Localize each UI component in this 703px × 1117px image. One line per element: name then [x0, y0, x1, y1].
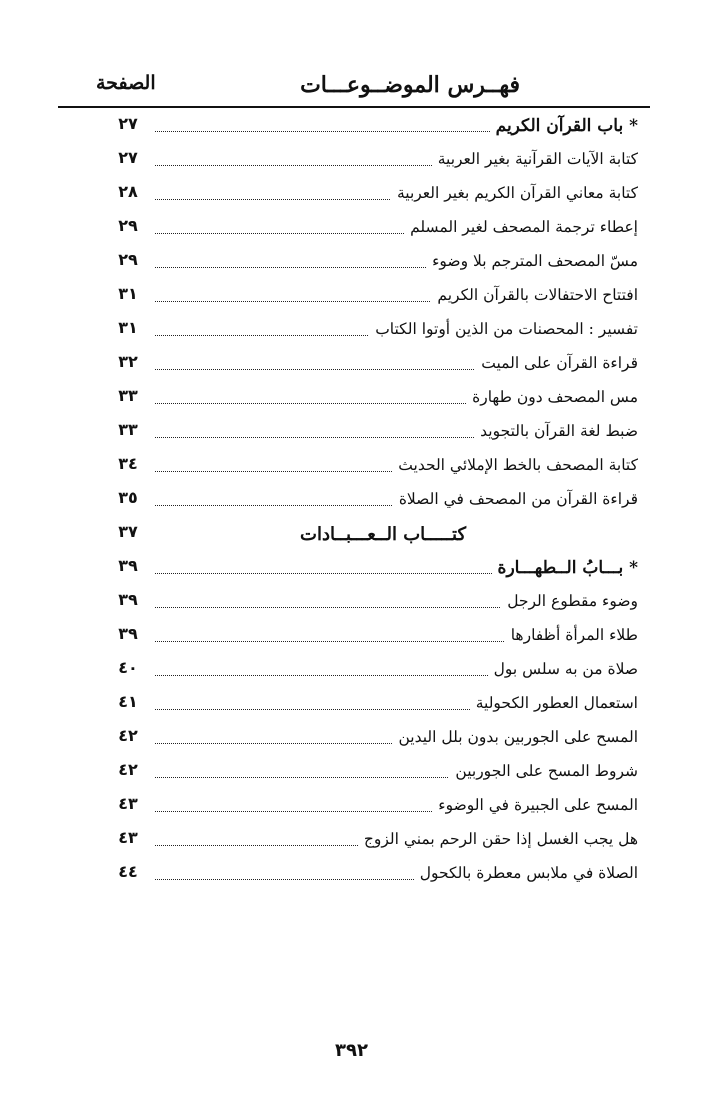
toc-section-heading [0, 520, 703, 554]
entry-page-number: ٤٢ [118, 760, 138, 779]
entry-title: طلاء المرأة أظفارها [505, 626, 638, 644]
toc-entry [0, 316, 703, 350]
toc-entry [0, 180, 703, 214]
entry-page-number: ٤٤ [118, 862, 138, 881]
entry-title: قراءة القرآن من المصحف في الصلاة [393, 490, 638, 508]
entry-title: شروط المسح على الجوربين [449, 762, 638, 780]
entry-page-number: ٣٩ [118, 624, 138, 643]
toc-entry [0, 860, 703, 894]
entry-title: إعطاء ترجمة المصحف لغير المسلم [404, 218, 638, 236]
toc-entry [0, 248, 703, 282]
entry-title: مس المصحف دون طهارة [466, 388, 638, 406]
entry-title: كتابة معاني القرآن الكريم بغير العربية [391, 184, 638, 202]
toc-entry [0, 384, 703, 418]
entry-page-number: ٢٩ [118, 216, 138, 235]
entry-title: تفسير : المحصنات من الذين أوتوا الكتاب [369, 320, 638, 338]
entry-page-number: ٣٤ [118, 454, 138, 473]
entry-page-number: ٣٣ [118, 420, 138, 439]
toc-entry [0, 452, 703, 486]
entry-page-number: ٣١ [118, 318, 138, 337]
toc-entry [0, 418, 703, 452]
entry-page-number: ٣٢ [118, 352, 138, 371]
toc-entry [0, 588, 703, 622]
toc-entry [0, 214, 703, 248]
entry-title: * بـــابُ الــطهـــارة [492, 558, 638, 578]
entry-page-number: ٤١ [118, 692, 138, 711]
toc-entry [0, 724, 703, 758]
header-title: فهــرس الموضــوعـــات [300, 72, 520, 98]
toc-chapter-heading [0, 554, 703, 588]
entry-title: كتابة المصحف بالخط الإملائي الحديث [392, 456, 638, 474]
entry-page-number: ٢٧ [118, 114, 138, 133]
toc-entry [0, 486, 703, 520]
toc-entry [0, 792, 703, 826]
entry-page-number: ٣٣ [118, 386, 138, 405]
entry-title: افتتاح الاحتفالات بالقرآن الكريم [431, 286, 638, 304]
toc-entry [0, 826, 703, 860]
toc-entry [0, 350, 703, 384]
entry-title: وضوء مقطوع الرجل [501, 592, 638, 610]
entry-title: كتابة الآيات القرآنية بغير العربية [432, 150, 638, 168]
entry-title: هل يجب الغسل إذا حقن الرحم بمني الزوج [358, 830, 638, 848]
toc-entry [0, 282, 703, 316]
entry-page-number: ٢٧ [118, 148, 138, 167]
toc-entry [0, 690, 703, 724]
entry-page-number: ٤٢ [118, 726, 138, 745]
entry-page-number: ٢٨ [118, 182, 138, 201]
entry-page-number: ٤٠ [118, 658, 138, 677]
entry-title: المسح على الجبيرة في الوضوء [432, 796, 638, 814]
entry-title: ضبط لغة القرآن بالتجويد [474, 422, 638, 440]
toc-entry [0, 758, 703, 792]
entry-page-number: ٣٩ [118, 556, 138, 575]
header-page-label: الصفحة [96, 72, 156, 94]
entry-page-number: ٢٩ [118, 250, 138, 269]
toc-entry [0, 622, 703, 656]
entry-page-number: ٣١ [118, 284, 138, 303]
toc-list [0, 112, 703, 894]
entry-title: صلاة من به سلس بول [488, 660, 638, 678]
entry-title: مسّ المصحف المترجم بلا وضوء [426, 252, 638, 270]
entry-title: كتـــــاب الــعـــبــادات [300, 524, 467, 545]
entry-title: استعمال العطور الكحولية [470, 694, 638, 712]
entry-page-number: ٣٧ [118, 522, 138, 541]
toc-entry [0, 656, 703, 690]
entry-page-number: ٤٣ [118, 828, 138, 847]
entry-page-number: ٣٥ [118, 488, 138, 507]
entry-title: المسح على الجوربين بدون بلل اليدين [392, 728, 638, 746]
page-number: ٣٩٢ [335, 1040, 368, 1061]
toc-header [58, 68, 650, 108]
entry-title: * باب القرآن الكريم [490, 116, 638, 136]
entry-page-number: ٤٣ [118, 794, 138, 813]
entry-title: الصلاة في ملابس معطرة بالكحول [414, 864, 638, 882]
entry-title: قراءة القرآن على الميت [475, 354, 638, 372]
toc-entry [0, 146, 703, 180]
toc-chapter-heading [0, 112, 703, 146]
entry-page-number: ٣٩ [118, 590, 138, 609]
